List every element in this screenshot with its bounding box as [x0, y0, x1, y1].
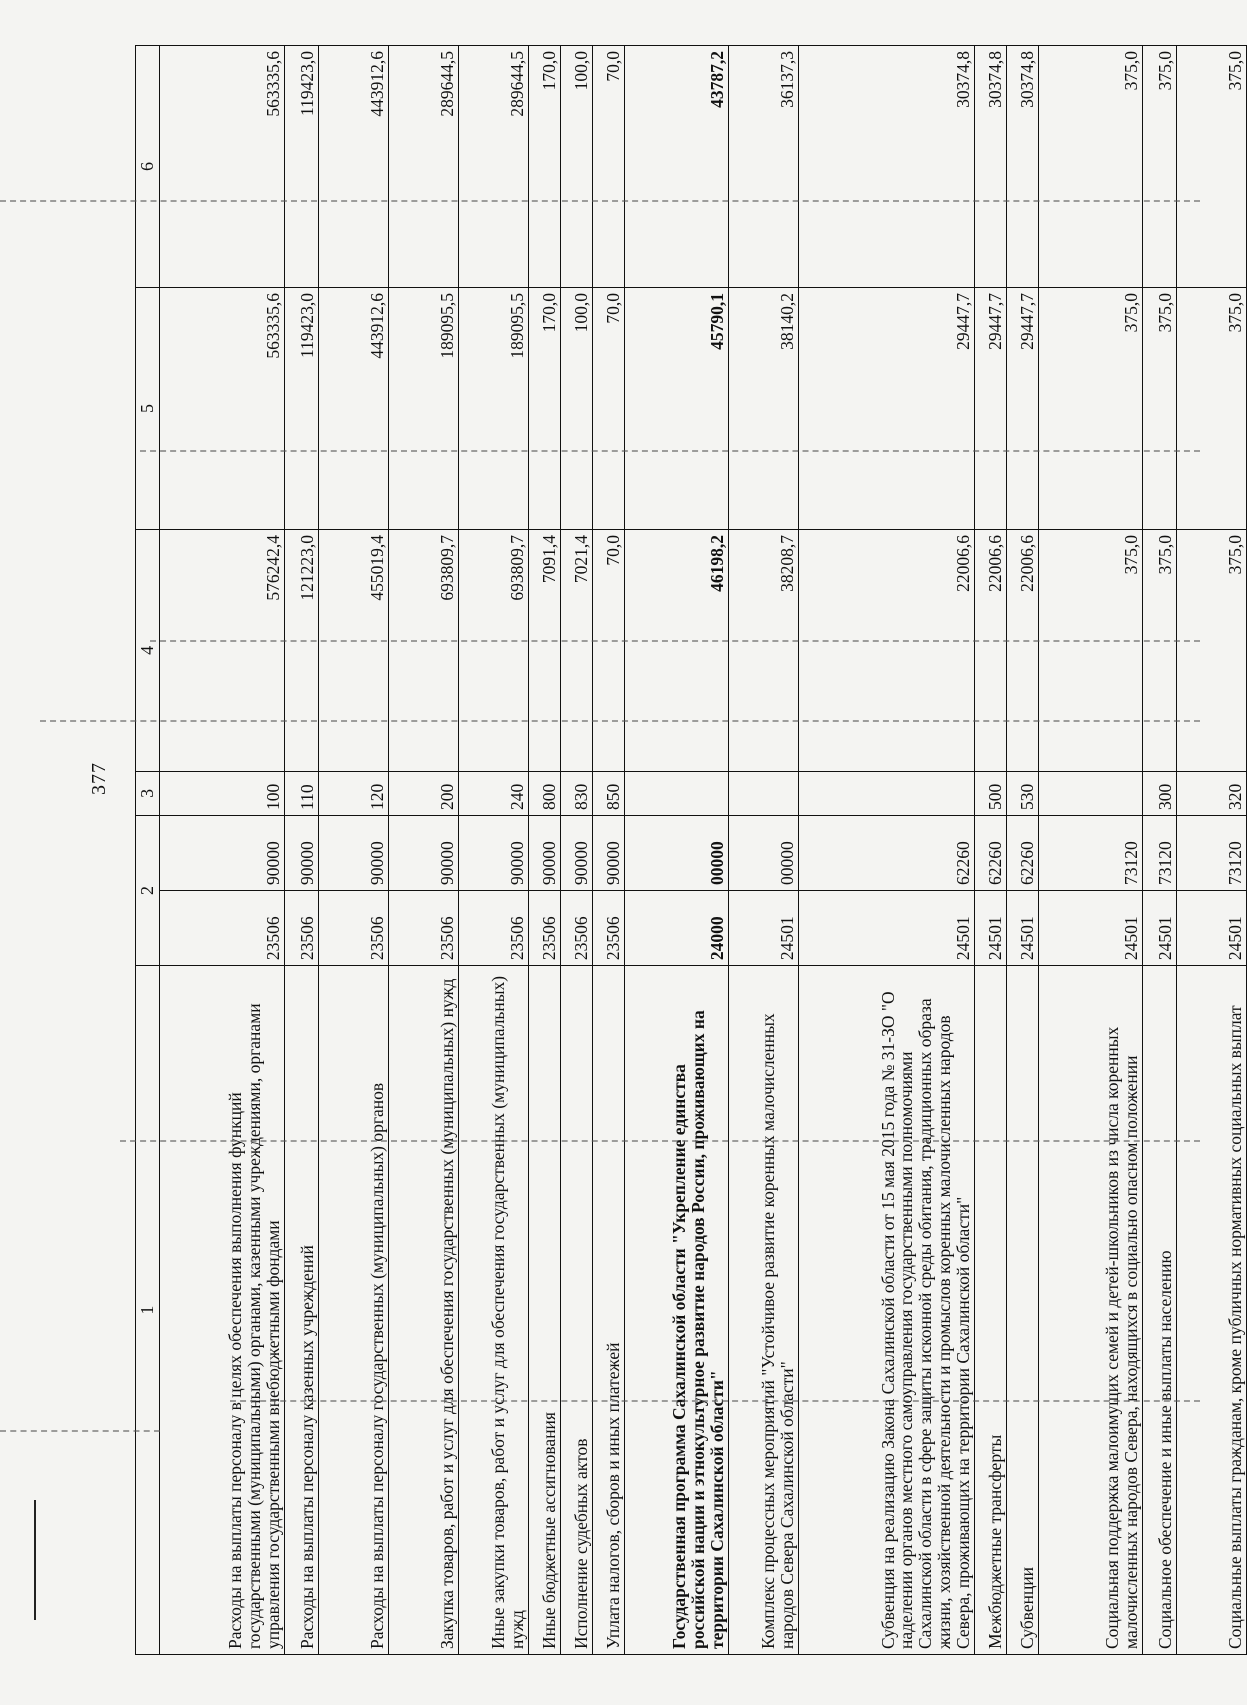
- program-code: 23506: [319, 891, 389, 966]
- header-cell: 5: [136, 288, 160, 530]
- page-number: 377: [88, 762, 110, 795]
- expense-type: 110: [285, 771, 319, 815]
- expense-type: 850: [593, 771, 625, 815]
- value-col4: 576242,4: [160, 529, 285, 771]
- program-code: 24501: [799, 891, 975, 966]
- table-row: [160, 46, 285, 1655]
- direction-code: 00000: [625, 815, 729, 890]
- table-row: [593, 46, 625, 1655]
- direction-code: 90000: [319, 815, 389, 890]
- value-col6: 375,0: [1143, 46, 1177, 288]
- table-row: [1039, 46, 1143, 1655]
- scan-artifact-line: [230, 1400, 1200, 1402]
- rotated-page: [135, 45, 1246, 1655]
- expense-type: [729, 771, 799, 815]
- value-col6: 100,0: [561, 46, 593, 288]
- table-row: [389, 46, 459, 1655]
- expense-type: [799, 771, 975, 815]
- header-row: [136, 46, 160, 1655]
- value-col5: 375,0: [1177, 288, 1247, 530]
- direction-code: 00000: [729, 815, 799, 890]
- scan-artifact-line: [120, 1140, 1200, 1142]
- table-row: [285, 46, 319, 1655]
- expense-type: 320: [1177, 771, 1247, 815]
- row-name: Комплекс процессных мероприятий "Устойчивое развитие коренных малочисленных народов Севера Сахалинской области": [729, 966, 799, 1655]
- table-row: [975, 46, 1007, 1655]
- value-col5: 100,0: [561, 288, 593, 530]
- expense-type: 530: [1007, 771, 1039, 815]
- value-col6: 70,0: [593, 46, 625, 288]
- expense-type: [625, 771, 729, 815]
- value-col4: 22006,6: [975, 529, 1007, 771]
- expense-type: [1039, 771, 1143, 815]
- program-code: 23506: [561, 891, 593, 966]
- value-col5: 375,0: [1039, 288, 1143, 530]
- program-code: 24501: [975, 891, 1007, 966]
- row-name: Государственная программа Сахалинской области "Укрепление единства российской нации и этнокультурное развитие народов России, проживающих на территории Сахалинской области": [625, 966, 729, 1655]
- value-col6: 443912,6: [319, 46, 389, 288]
- binding-mark: [34, 1500, 36, 1620]
- row-name: Исполнение судебных актов: [561, 966, 593, 1655]
- value-col6: 375,0: [1177, 46, 1247, 288]
- value-col4: 70,0: [593, 529, 625, 771]
- table-row: [1177, 46, 1247, 1655]
- direction-code: 90000: [459, 815, 529, 890]
- value-col4: 7021,4: [561, 529, 593, 771]
- expense-type: 200: [389, 771, 459, 815]
- table-row: [799, 46, 975, 1655]
- value-col5: 189095,5: [459, 288, 529, 530]
- table-row: [319, 46, 389, 1655]
- value-col5: 29447,7: [975, 288, 1007, 530]
- direction-code: 90000: [593, 815, 625, 890]
- value-col5: 119423,0: [285, 288, 319, 530]
- direction-code: 62260: [799, 815, 975, 890]
- scan-artifact-line: [40, 720, 1200, 722]
- expense-type: 120: [319, 771, 389, 815]
- table-row: [561, 46, 593, 1655]
- row-name: Субвенции: [1007, 966, 1039, 1655]
- value-col4: 375,0: [1177, 529, 1247, 771]
- expense-type: 240: [459, 771, 529, 815]
- program-code: 24000: [625, 891, 729, 966]
- direction-code: 90000: [285, 815, 319, 890]
- value-col4: 455019,4: [319, 529, 389, 771]
- value-col5: 38140,2: [729, 288, 799, 530]
- value-col6: 119423,0: [285, 46, 319, 288]
- value-col4: 693809,7: [389, 529, 459, 771]
- value-col6: 170,0: [529, 46, 561, 288]
- row-name: Расходы на выплаты персоналу государственных (муниципальных) органов: [319, 966, 389, 1655]
- value-col6: 30374,8: [799, 46, 975, 288]
- expense-type: 500: [975, 771, 1007, 815]
- value-col5: 29447,7: [1007, 288, 1039, 530]
- row-name: Социальное обеспечение и иные выплаты населению: [1143, 966, 1177, 1655]
- value-col5: 170,0: [529, 288, 561, 530]
- value-col4: 375,0: [1039, 529, 1143, 771]
- value-col5: 443912,6: [319, 288, 389, 530]
- value-col5: 375,0: [1143, 288, 1177, 530]
- direction-code: 90000: [160, 815, 285, 890]
- row-name: Социальная поддержка малоимущих семей и детей-школьников из числа коренных малочисленных народов Севера, находящихся в социально опасном положении: [1039, 966, 1143, 1655]
- row-name: Субвенция на реализацию Закона Сахалинской области от 15 мая 2015 года № 31-ЗО "О наделении органов местного самоуправления государственными полномочиями Сахалинской области в сфере защиты исконной среды обитания, традиционных образа жизни, хозяйственной деятельности и промыслов коренных малочисленных народов Севера, проживающих на территории Сахалинской области": [799, 966, 975, 1655]
- program-code: 24501: [1007, 891, 1039, 966]
- value-col5: 189095,5: [389, 288, 459, 530]
- value-col5: 563335,6: [160, 288, 285, 530]
- program-code: 23506: [285, 891, 319, 966]
- value-col4: 38208,7: [729, 529, 799, 771]
- row-name: Иные бюджетные ассигнования: [529, 966, 561, 1655]
- budget-table: [135, 45, 1247, 1655]
- table-row: [625, 46, 729, 1655]
- program-code: 24501: [1143, 891, 1177, 966]
- value-col4: 375,0: [1143, 529, 1177, 771]
- direction-code: 73120: [1177, 815, 1247, 890]
- table-row: [1007, 46, 1039, 1655]
- row-name: Расходы на выплаты персоналу казенных учреждений: [285, 966, 319, 1655]
- value-col5: 29447,7: [799, 288, 975, 530]
- program-code: 24501: [1039, 891, 1143, 966]
- program-code: 23506: [529, 891, 561, 966]
- table-row: [529, 46, 561, 1655]
- program-code: 24501: [729, 891, 799, 966]
- scan-artifact-line: [0, 200, 1200, 202]
- value-col6: 30374,8: [975, 46, 1007, 288]
- value-col6: 36137,3: [729, 46, 799, 288]
- header-cell: 6: [136, 46, 160, 288]
- header-cell: 2: [136, 815, 160, 965]
- value-col6: 289644,5: [389, 46, 459, 288]
- expense-type: 100: [160, 771, 285, 815]
- program-code: 24501: [1177, 891, 1247, 966]
- scan-artifact-line: [140, 450, 1200, 452]
- expense-type: 800: [529, 771, 561, 815]
- row-name: Закупка товаров, работ и услуг для обеспечения государственных (муниципальных) нужд: [389, 966, 459, 1655]
- header-cell: 1: [136, 966, 160, 1655]
- program-code: 23506: [459, 891, 529, 966]
- value-col4: 693809,7: [459, 529, 529, 771]
- value-col6: 563335,6: [160, 46, 285, 288]
- value-col4: 22006,6: [799, 529, 975, 771]
- row-name: Уплата налогов, сборов и иных платежей: [593, 966, 625, 1655]
- program-code: 23506: [593, 891, 625, 966]
- value-col6: 30374,8: [1007, 46, 1039, 288]
- direction-code: 73120: [1039, 815, 1143, 890]
- direction-code: 62260: [975, 815, 1007, 890]
- table-row: [729, 46, 799, 1655]
- program-code: 23506: [160, 891, 285, 966]
- row-name: Иные закупки товаров, работ и услуг для обеспечения государственных (муниципальных) нужд: [459, 966, 529, 1655]
- scan-artifact-line: [150, 640, 1200, 642]
- expense-type: 300: [1143, 771, 1177, 815]
- direction-code: 90000: [389, 815, 459, 890]
- direction-code: 90000: [561, 815, 593, 890]
- row-name: Межбюджетные трансферты: [975, 966, 1007, 1655]
- value-col6: 375,0: [1039, 46, 1143, 288]
- value-col4: 121223,0: [285, 529, 319, 771]
- expense-type: 830: [561, 771, 593, 815]
- table-row: [459, 46, 529, 1655]
- value-col6: 289644,5: [459, 46, 529, 288]
- header-cell: 3: [136, 771, 160, 815]
- value-col5: 45790,1: [625, 288, 729, 530]
- program-code: 23506: [389, 891, 459, 966]
- value-col5: 70,0: [593, 288, 625, 530]
- value-col4: 22006,6: [1007, 529, 1039, 771]
- table-row: [1143, 46, 1177, 1655]
- header-cell: 4: [136, 529, 160, 771]
- direction-code: 73120: [1143, 815, 1177, 890]
- direction-code: 90000: [529, 815, 561, 890]
- scan-artifact-line: [0, 1430, 160, 1432]
- row-name: Социальные выплаты гражданам, кроме публичных нормативных социальных выплат: [1177, 966, 1247, 1655]
- value-col6: 43787,2: [625, 46, 729, 288]
- direction-code: 62260: [1007, 815, 1039, 890]
- value-col4: 46198,2: [625, 529, 729, 771]
- value-col4: 7091,4: [529, 529, 561, 771]
- row-name: Расходы на выплаты персоналу в целях обеспечения выполнения функций государственными (муниципальными) органами, казенными учреждениями, органами управления государственными внебюджетными фондами: [160, 966, 285, 1655]
